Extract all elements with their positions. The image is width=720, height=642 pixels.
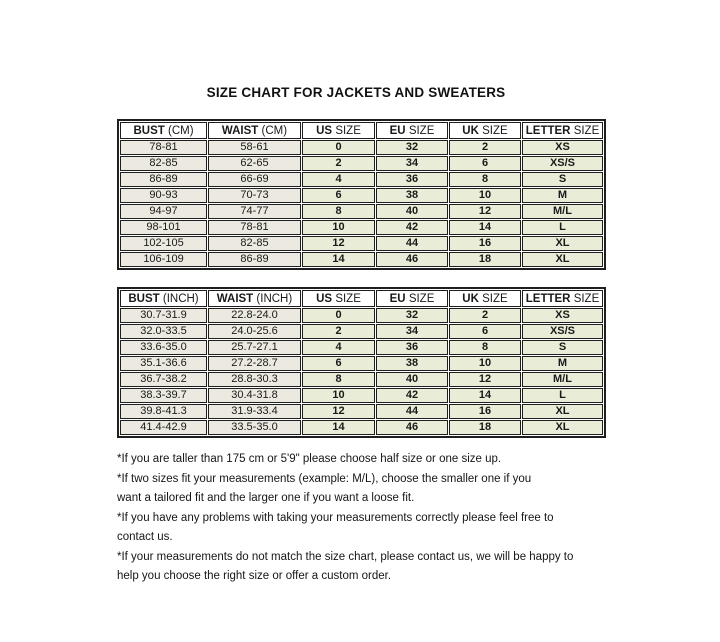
measurement-cell: 33.5-35.0 xyxy=(208,420,301,435)
page-title: SIZE CHART FOR JACKETS AND SWEATERS xyxy=(206,85,506,100)
measurement-cell: 31.9-33.4 xyxy=(208,404,301,419)
measurement-cell: 82-85 xyxy=(208,236,301,251)
measurement-cell: 35.1-36.6 xyxy=(120,356,207,371)
size-row xyxy=(120,356,603,371)
size-cell: 10 xyxy=(449,356,521,371)
measurement-cell: 27.2-28.7 xyxy=(208,356,301,371)
size-cell: XL xyxy=(522,420,603,435)
size-cell: 18 xyxy=(449,252,521,267)
size-cell: 2 xyxy=(302,156,375,171)
size-row xyxy=(120,220,603,235)
size-cell: 6 xyxy=(302,356,375,371)
size-cell: 2 xyxy=(302,324,375,339)
footnote-line: help you choose the right size or offer a custom order. xyxy=(117,570,392,582)
size-cell: XS/S xyxy=(522,324,603,339)
size-cell: 14 xyxy=(302,420,375,435)
footnote-line: *If two sizes fit your measurements (example: M/L), choose the smaller one if you xyxy=(117,472,532,485)
measurement-cell: 94-97 xyxy=(120,204,207,219)
measurement-cell: 98-101 xyxy=(120,220,207,235)
size-cell: 10 xyxy=(302,388,375,403)
size-cell: 34 xyxy=(376,156,448,171)
size-cell: 10 xyxy=(302,220,375,235)
size-row xyxy=(120,140,603,155)
size-table-inch-body xyxy=(120,308,603,435)
col-header-uk-size: UK SIZE xyxy=(449,122,521,139)
footnote-line: contact us. xyxy=(117,531,173,543)
measurement-cell: 30.7-31.9 xyxy=(120,308,207,323)
size-cell: 46 xyxy=(376,252,448,267)
col-header-letter-size: LETTER SIZE xyxy=(522,290,603,307)
size-cell: 8 xyxy=(449,340,521,355)
header-row xyxy=(120,290,603,307)
measurement-cell: 28.8-30.3 xyxy=(208,372,301,387)
measurement-cell: 78-81 xyxy=(120,140,207,155)
measurement-cell: 41.4-42.9 xyxy=(120,420,207,435)
size-cell: S xyxy=(522,172,603,187)
size-cell: 4 xyxy=(302,340,375,355)
size-cell: M xyxy=(522,188,603,203)
size-cell: 44 xyxy=(376,236,448,251)
size-cell: XL xyxy=(522,404,603,419)
col-header-bust-cm: BUST (CM) xyxy=(120,122,207,139)
footnote-line: *If you have any problems with taking your measurements correctly please feel free to xyxy=(117,511,554,524)
size-row xyxy=(120,420,603,435)
measurement-cell: 24.0-25.6 xyxy=(208,324,301,339)
measurement-cell: 66-69 xyxy=(208,172,301,187)
measurement-cell: 39.8-41.3 xyxy=(120,404,207,419)
size-cell: 6 xyxy=(302,188,375,203)
size-row xyxy=(120,372,603,387)
measurement-cell: 74-77 xyxy=(208,204,301,219)
measurement-cell: 86-89 xyxy=(208,252,301,267)
size-cell: 16 xyxy=(449,236,521,251)
size-row xyxy=(120,324,603,339)
measurement-cell: 33.6-35.0 xyxy=(120,340,207,355)
measurement-cell: 25.7-27.1 xyxy=(208,340,301,355)
size-cell: 2 xyxy=(449,308,521,323)
col-header-waist-cm: WAIST (CM) xyxy=(208,122,301,139)
size-row xyxy=(120,156,603,171)
size-cell: 34 xyxy=(376,324,448,339)
size-row xyxy=(120,252,603,267)
size-row xyxy=(120,204,603,219)
size-cell: 42 xyxy=(376,388,448,403)
size-cell: 18 xyxy=(449,420,521,435)
size-cell: 12 xyxy=(449,204,521,219)
col-header-us-size: US SIZE xyxy=(302,290,375,307)
footnote-line: *If your measurements do not match the size chart, please contact us, we will be happy to xyxy=(117,550,574,563)
size-cell: 40 xyxy=(376,372,448,387)
size-cell: M xyxy=(522,356,603,371)
measurement-cell: 82-85 xyxy=(120,156,207,171)
size-cell: XL xyxy=(522,236,603,251)
size-chart-content xyxy=(117,85,600,587)
measurement-cell: 32.0-33.5 xyxy=(120,324,207,339)
measurement-cell: 70-73 xyxy=(208,188,301,203)
size-table-inch xyxy=(117,287,606,438)
col-header-us-size: US SIZE xyxy=(302,122,375,139)
size-cell: 14 xyxy=(449,220,521,235)
size-cell: 38 xyxy=(376,356,448,371)
size-cell: 0 xyxy=(302,140,375,155)
size-cell: 14 xyxy=(449,388,521,403)
size-row xyxy=(120,388,603,403)
size-row xyxy=(120,236,603,251)
size-cell: 14 xyxy=(302,252,375,267)
measurement-cell: 78-81 xyxy=(208,220,301,235)
size-cell: 8 xyxy=(449,172,521,187)
size-cell: 8 xyxy=(302,204,375,219)
measurement-cell: 62-65 xyxy=(208,156,301,171)
size-cell: 16 xyxy=(449,404,521,419)
col-header-bust-inch: BUST (INCH) xyxy=(120,290,207,307)
size-cell: XS xyxy=(522,308,603,323)
size-row xyxy=(120,172,603,187)
size-cell: L xyxy=(522,220,603,235)
measurement-cell: 36.7-38.2 xyxy=(120,372,207,387)
size-row xyxy=(120,308,603,323)
size-cell: M/L xyxy=(522,372,603,387)
measurement-cell: 30.4-31.8 xyxy=(208,388,301,403)
size-cell: XL xyxy=(522,252,603,267)
col-header-letter-size: LETTER SIZE xyxy=(522,122,603,139)
col-header-eu-size: EU SIZE xyxy=(376,122,448,139)
footnote-line: want a tailored fit and the larger one if you want a loose fit. xyxy=(117,492,415,504)
size-cell: 12 xyxy=(302,236,375,251)
measurement-cell: 38.3-39.7 xyxy=(120,388,207,403)
size-cell: 6 xyxy=(449,324,521,339)
header-row xyxy=(120,122,603,139)
size-row xyxy=(120,188,603,203)
size-cell: M/L xyxy=(522,204,603,219)
footnote-line: *If you are taller than 175 cm or 5'9" please choose half size or one size up. xyxy=(117,453,502,465)
measurement-cell: 102-105 xyxy=(120,236,207,251)
size-cell: 12 xyxy=(449,372,521,387)
col-header-uk-size: UK SIZE xyxy=(449,290,521,307)
size-row xyxy=(120,404,603,419)
size-cell: L xyxy=(522,388,603,403)
size-cell: 40 xyxy=(376,204,448,219)
measurement-cell: 86-89 xyxy=(120,172,207,187)
size-row xyxy=(120,340,603,355)
size-cell: 44 xyxy=(376,404,448,419)
size-table-cm xyxy=(117,119,606,270)
size-cell: 2 xyxy=(449,140,521,155)
col-header-waist-inch: WAIST (INCH) xyxy=(208,290,301,307)
size-cell: 8 xyxy=(302,372,375,387)
measurement-cell: 22.8-24.0 xyxy=(208,308,301,323)
size-cell: 42 xyxy=(376,220,448,235)
size-cell: XS xyxy=(522,140,603,155)
size-cell: 6 xyxy=(449,156,521,171)
size-cell: 36 xyxy=(376,340,448,355)
size-cell: 46 xyxy=(376,420,448,435)
size-cell: 32 xyxy=(376,308,448,323)
footnotes xyxy=(117,450,617,587)
size-cell: XS/S xyxy=(522,156,603,171)
size-cell: 10 xyxy=(449,188,521,203)
size-cell: 38 xyxy=(376,188,448,203)
measurement-cell: 106-109 xyxy=(120,252,207,267)
measurement-cell: 90-93 xyxy=(120,188,207,203)
size-cell: 0 xyxy=(302,308,375,323)
size-cell: S xyxy=(522,340,603,355)
measurement-cell: 58-61 xyxy=(208,140,301,155)
size-cell: 4 xyxy=(302,172,375,187)
size-cell: 12 xyxy=(302,404,375,419)
col-header-eu-size: EU SIZE xyxy=(376,290,448,307)
size-cell: 32 xyxy=(376,140,448,155)
size-cell: 36 xyxy=(376,172,448,187)
size-table-cm-body xyxy=(120,140,603,267)
